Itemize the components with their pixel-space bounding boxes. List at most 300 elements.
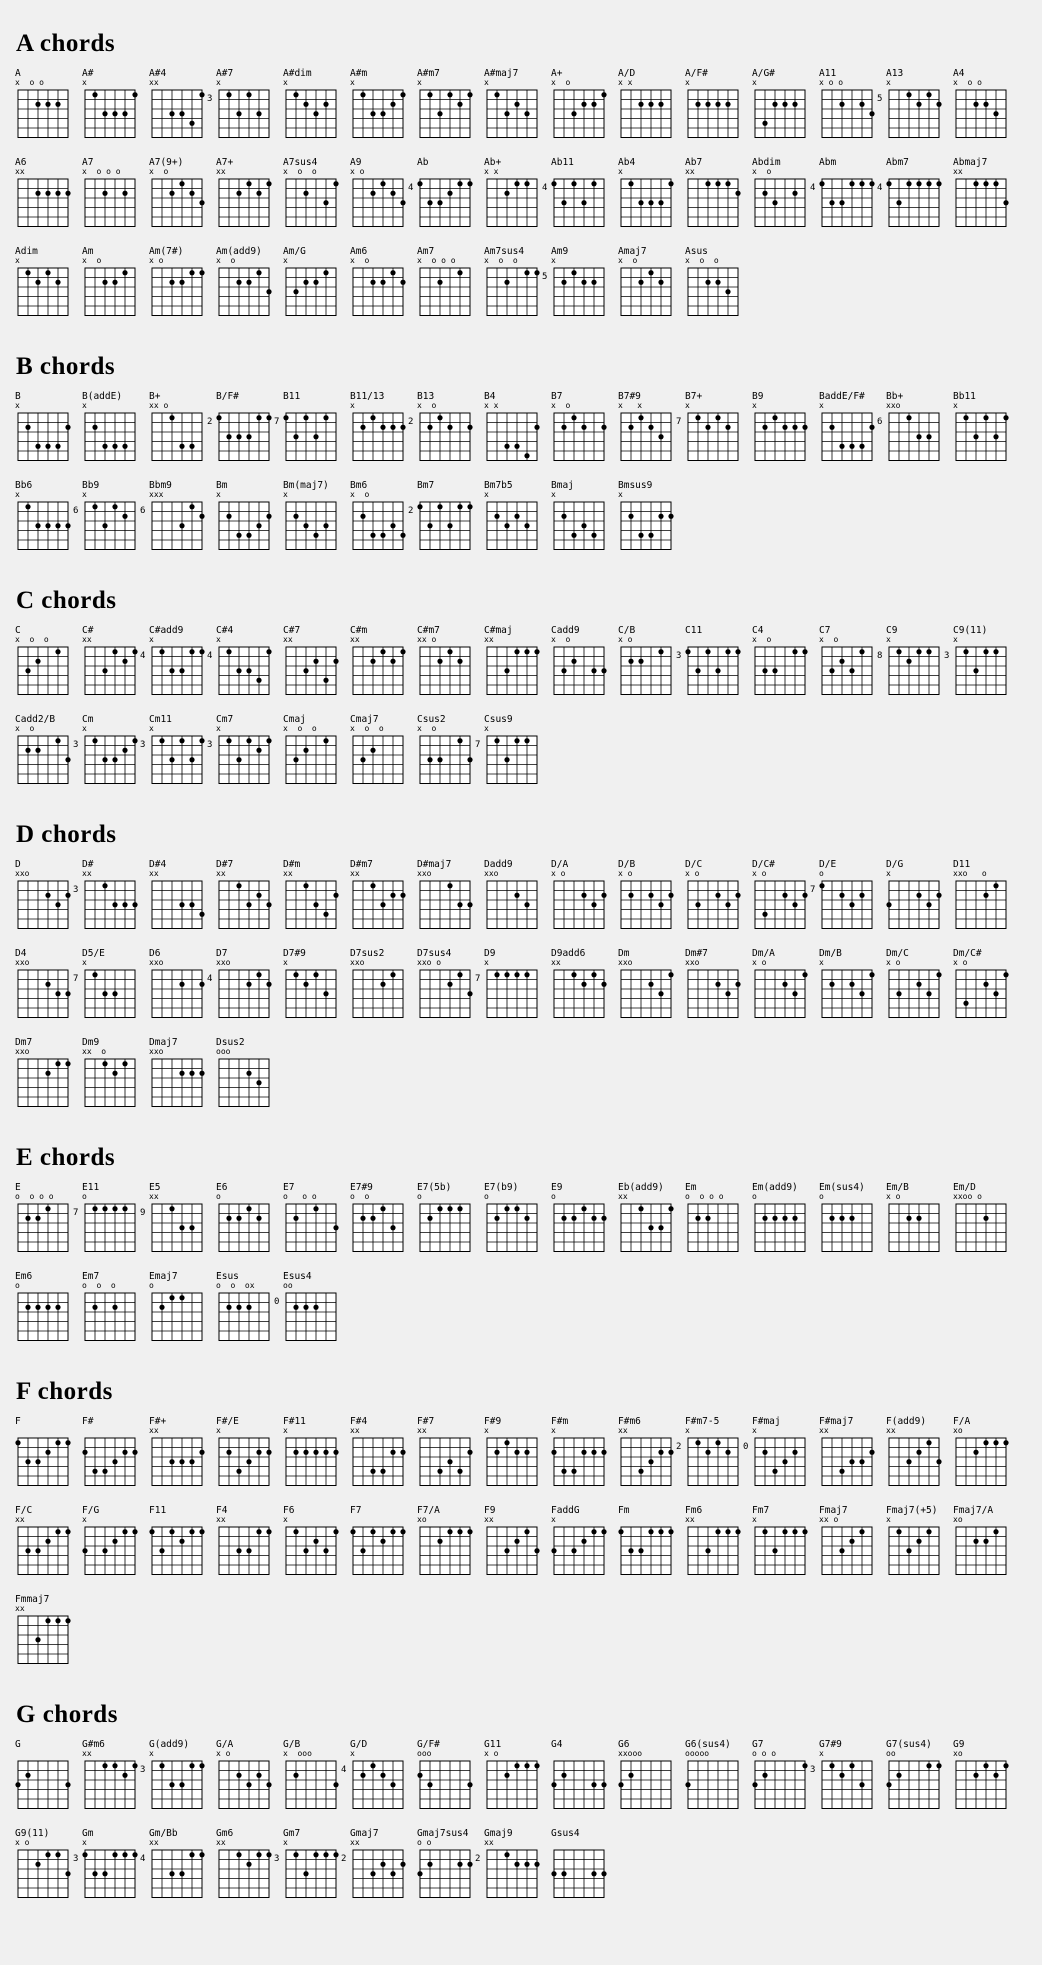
diagram-wrap [676, 644, 751, 700]
fret-dot [226, 649, 231, 654]
diagram-wrap [475, 1847, 550, 1903]
chord-name: Am [82, 246, 94, 257]
fret-dot [437, 1206, 442, 1211]
diagram-wrap [349, 733, 416, 789]
fret-dot [715, 1440, 720, 1445]
string-markers: x [149, 1749, 154, 1758]
chord-diagram [81, 967, 143, 1019]
fret-dot [199, 1450, 204, 1455]
fret-dot [236, 191, 241, 196]
chord-card [952, 157, 1019, 232]
fret-dot [591, 533, 596, 538]
fret-dot [601, 893, 606, 898]
chord-name: Emaj7 [149, 1271, 178, 1282]
chord-name: D/B [618, 859, 636, 870]
chord-card [215, 157, 282, 232]
fret-dot [504, 111, 509, 116]
chord-name: Bm [216, 480, 228, 491]
fret-dot [973, 1450, 978, 1455]
string-markers: x [752, 1515, 757, 1524]
diagram-wrap [349, 176, 416, 232]
diagram-wrap [81, 1758, 148, 1814]
chord-diagram [684, 176, 746, 228]
diagram-wrap [617, 967, 684, 1023]
string-markers: x [484, 78, 489, 87]
fret-dot [705, 1450, 710, 1455]
diagram-wrap [416, 644, 483, 700]
diagram-wrap [818, 1524, 885, 1580]
diagram-wrap [148, 1435, 215, 1491]
fret-dot [628, 514, 633, 519]
fret-dot [571, 1469, 576, 1474]
diagram-wrap [550, 410, 617, 466]
string-markers: x o o [15, 78, 44, 87]
fret-dot [437, 1539, 442, 1544]
chord-card [416, 1416, 483, 1491]
chord-name: G/B [283, 1739, 301, 1750]
chord-diagram [14, 176, 76, 228]
chord-card [81, 1739, 148, 1814]
diagram-wrap [416, 1201, 483, 1257]
diagram-wrap [349, 878, 416, 934]
fret-dot [226, 434, 231, 439]
fret-dot [524, 649, 529, 654]
chord-diagram [215, 644, 277, 696]
fret-dot [132, 1529, 137, 1534]
fret-dot [715, 982, 720, 987]
fret-dot [648, 425, 653, 430]
fret-dot [92, 425, 97, 430]
chord-name: E11 [82, 1182, 100, 1193]
diagram-wrap [140, 644, 215, 700]
chord-name: D11 [953, 859, 971, 870]
string-markers: o [551, 1192, 556, 1201]
fret-dot [936, 972, 941, 977]
fret-number: 2 [475, 1854, 481, 1864]
chord-diagram [416, 878, 478, 930]
chord-card [483, 859, 550, 934]
fret-dot [524, 1216, 529, 1221]
string-markers: o [82, 1192, 87, 1201]
fret-dot [715, 893, 720, 898]
string-markers: x [350, 1749, 355, 1758]
fret-dot [35, 1305, 40, 1310]
fret-dot [236, 533, 241, 538]
chord-diagram [550, 644, 612, 696]
chord-name: C#maj [484, 625, 513, 636]
fret-dot [82, 1548, 87, 1553]
diagram-wrap [282, 1758, 349, 1814]
chord-name: C4 [752, 625, 764, 636]
fret-dot [504, 280, 509, 285]
chord-card [952, 1739, 1019, 1814]
fret-dot [256, 415, 261, 420]
fret-dot [648, 270, 653, 275]
fret-dot [350, 1529, 355, 1534]
string-markers: xx [484, 1515, 494, 1524]
diagram-wrap [148, 1290, 215, 1346]
chord-name: G6 [618, 1739, 630, 1750]
fret-dot [159, 1763, 164, 1768]
string-markers [551, 1750, 617, 1758]
fret-dot [122, 191, 127, 196]
fret-dot [638, 533, 643, 538]
fret-dot [35, 659, 40, 664]
chord-name: B13 [417, 391, 435, 402]
fret-dot [380, 280, 385, 285]
chord-card [483, 480, 550, 555]
chord-name: Abm7 [886, 157, 909, 168]
chord-diagram [349, 1524, 411, 1576]
fret-dot [370, 659, 375, 664]
chord-name: Cm7 [216, 714, 234, 725]
chord-diagram [14, 265, 76, 317]
fret-dot [92, 1206, 97, 1211]
chord-diagram [215, 176, 277, 228]
string-markers: x o [149, 256, 164, 265]
chord-name: C9(11) [953, 625, 988, 636]
string-markers: x [149, 635, 154, 644]
chord-diagram [684, 1758, 746, 1810]
string-markers [15, 1427, 81, 1435]
fret-dot [926, 991, 931, 996]
chord-card [542, 157, 617, 232]
diagram-wrap [14, 1435, 81, 1491]
chord-card [483, 391, 550, 466]
fret-dot [591, 972, 596, 977]
fret-dot [390, 1225, 395, 1230]
chord-card [14, 1037, 81, 1112]
chord-card [416, 246, 483, 321]
chord-diagram [885, 878, 947, 930]
fret-dot [370, 280, 375, 285]
fret-dot [333, 893, 338, 898]
fret-dot [189, 1529, 194, 1534]
fret-dot [179, 1295, 184, 1300]
fret-dot [772, 668, 777, 673]
diagram-wrap [751, 644, 818, 700]
fret-dot [55, 191, 60, 196]
fret-dot [534, 1763, 539, 1768]
chord-name: Am7 [417, 246, 435, 257]
fret-dot [859, 1529, 864, 1534]
fret-dot [370, 1469, 375, 1474]
string-markers: x [886, 869, 891, 878]
fret-dot [916, 181, 921, 186]
fret-dot [226, 92, 231, 97]
chord-name: Ab+ [484, 157, 502, 168]
fret-dot [494, 514, 499, 519]
fret-dot [370, 111, 375, 116]
chord-card [877, 157, 952, 232]
chord-name: Eb(add9) [618, 1182, 664, 1193]
fret-dot [179, 982, 184, 987]
string-markers [149, 1516, 215, 1524]
diagram-wrap [617, 87, 684, 143]
fret-dot [437, 200, 442, 205]
string-markers: x o [484, 1749, 499, 1758]
fret-dot [256, 678, 261, 683]
fret-dot [293, 1450, 298, 1455]
fret-dot [601, 668, 606, 673]
fret-dot [658, 514, 663, 519]
chord-card [684, 68, 751, 143]
chord-diagram [148, 1290, 210, 1342]
diagram-wrap [73, 1201, 148, 1257]
fret-dot [92, 1305, 97, 1310]
fret-dot [417, 504, 422, 509]
fret-dot [561, 1216, 566, 1221]
fret-dot [360, 757, 365, 762]
fret-dot [628, 181, 633, 186]
fret-dot [936, 893, 941, 898]
chord-card [282, 157, 349, 232]
chord-diagram [282, 733, 344, 785]
fret-dot [983, 893, 988, 898]
chord-name: F# [82, 1416, 94, 1427]
fret-number: 2 [676, 1442, 682, 1452]
fret-dot [216, 415, 221, 420]
fret-dot [303, 191, 308, 196]
string-markers: x [551, 490, 556, 499]
fret-dot [973, 1773, 978, 1778]
fret-dot [370, 1216, 375, 1221]
fret-dot [849, 181, 854, 186]
chord-card [676, 1416, 751, 1491]
string-markers: x o [551, 401, 571, 410]
diagram-wrap [483, 499, 550, 555]
string-markers: x o [551, 78, 571, 87]
chord-name: Csus9 [484, 714, 513, 725]
fret-dot [179, 1459, 184, 1464]
fret-dot [839, 1469, 844, 1474]
diagram-wrap [81, 1524, 148, 1580]
string-markers: xx [685, 1515, 695, 1524]
fret-dot [859, 991, 864, 996]
chord-diagram [215, 967, 277, 1019]
chord-diagram [282, 1201, 344, 1253]
fret-dot [772, 415, 777, 420]
fret-dot [849, 444, 854, 449]
chord-name: B7 [551, 391, 563, 402]
fret-dot [926, 1763, 931, 1768]
chord-card [877, 625, 952, 700]
fret-dot [246, 1305, 251, 1310]
chord-diagram [684, 878, 746, 930]
string-markers: xx [149, 1838, 159, 1847]
chord-name: Cmaj7 [350, 714, 379, 725]
fret-dot [65, 893, 70, 898]
chord-name: Em [685, 1182, 697, 1193]
fret-dot [45, 1539, 50, 1544]
fret-dot [266, 181, 271, 186]
fret-dot [122, 1061, 127, 1066]
string-markers: xxo [350, 958, 365, 967]
fret-dot [906, 1216, 911, 1221]
fret-dot [400, 425, 405, 430]
fret-dot [132, 649, 137, 654]
fret-dot [447, 883, 452, 888]
fret-dot [35, 102, 40, 107]
fret-dot [886, 902, 891, 907]
fret-dot [467, 425, 472, 430]
chord-card [475, 948, 550, 1023]
chord-name: F/A [953, 1416, 971, 1427]
chord-diagram [617, 878, 679, 930]
chord-card [349, 859, 416, 934]
chord-diagram [14, 1290, 76, 1342]
chord-card [349, 157, 416, 232]
chord-diagram [349, 499, 414, 551]
fret-number: 4 [341, 1765, 347, 1775]
chord-name: E7(b9) [484, 1182, 519, 1193]
diagram-wrap [818, 967, 885, 1023]
chord-card [148, 68, 215, 143]
chord-diagram [550, 967, 612, 1019]
fret-dot [983, 1440, 988, 1445]
fret-dot [179, 1225, 184, 1230]
fret-dot [514, 1763, 519, 1768]
chord-diagram [14, 1524, 76, 1576]
string-markers: xx [618, 1192, 628, 1201]
chord-name: B9 [752, 391, 764, 402]
fret-dot [256, 1080, 261, 1085]
fret-dot [303, 748, 308, 753]
fret-dot [122, 659, 127, 664]
string-markers: xx [149, 869, 159, 878]
chord-diagram [952, 1758, 1014, 1810]
chord-name: F [15, 1416, 21, 1427]
chord-name: Dm#7 [685, 948, 708, 959]
fret-dot [762, 425, 767, 430]
diagram-wrap [14, 644, 81, 700]
fret-dot [993, 111, 998, 116]
string-markers: x o [551, 869, 566, 878]
chord-card [349, 948, 416, 1023]
diagram-wrap [617, 265, 684, 321]
fret-dot [725, 649, 730, 654]
chord-card [617, 1739, 684, 1814]
chord-card [617, 1505, 684, 1580]
fret-dot [65, 757, 70, 762]
fret-dot [993, 1440, 998, 1445]
fret-dot [782, 1216, 787, 1221]
fret-dot [132, 1450, 137, 1455]
fret-dot [514, 1206, 519, 1211]
chord-diagram [885, 87, 947, 139]
fret-dot [906, 415, 911, 420]
fret-dot [829, 425, 834, 430]
fret-dot [122, 1450, 127, 1455]
diagram-wrap [416, 967, 483, 1023]
diagram-wrap [148, 176, 215, 232]
chord-name: Gm/Bb [149, 1828, 178, 1839]
fret-dot [360, 425, 365, 430]
fret-dot [896, 1773, 901, 1778]
fret-dot [380, 533, 385, 538]
fret-dot [427, 1862, 432, 1867]
diagram-wrap [483, 1524, 550, 1580]
fret-dot [45, 1852, 50, 1857]
fret-dot [524, 111, 529, 116]
chord-name: A7 [82, 157, 94, 168]
chord-name: B [15, 391, 21, 402]
chord-card [341, 1828, 416, 1903]
fret-dot [839, 893, 844, 898]
chord-name: F#11 [283, 1416, 306, 1427]
diagram-wrap [148, 87, 215, 143]
fret-dot [762, 668, 767, 673]
fret-dot [514, 514, 519, 519]
chord-card [676, 391, 751, 466]
chord-card [14, 1739, 81, 1814]
chord-card [215, 480, 282, 555]
chord-name: F/C [15, 1505, 33, 1516]
chord-name: Em6 [15, 1271, 33, 1282]
string-markers: ooooo [685, 1749, 710, 1758]
fret-dot [293, 92, 298, 97]
chord-diagram [952, 878, 1014, 930]
fret-dot [705, 181, 710, 186]
chord-name: A6 [15, 157, 27, 168]
chord-name: Gsus4 [551, 1828, 580, 1839]
fret-dot [561, 425, 566, 430]
string-markers: xx [149, 1426, 159, 1435]
chord-diagram [617, 176, 679, 228]
chord-diagram [885, 1524, 947, 1576]
diagram-wrap [542, 176, 617, 232]
chord-diagram [416, 410, 478, 462]
chord-card [148, 391, 215, 466]
string-markers [551, 168, 617, 176]
diagram-wrap [751, 1524, 818, 1580]
chord-diagram [550, 499, 612, 551]
diagram-wrap [542, 265, 617, 321]
fret-dot [648, 1529, 653, 1534]
fret-dot [400, 1529, 405, 1534]
diagram-wrap [885, 1524, 952, 1580]
fret-dot [199, 270, 204, 275]
fret-dot [601, 1529, 606, 1534]
fret-dot [102, 1871, 107, 1876]
fret-dot [963, 649, 968, 654]
string-markers: xxo [149, 1047, 164, 1056]
string-markers: x o [417, 724, 437, 733]
string-markers: xx [216, 1515, 226, 1524]
fret-dot [926, 1529, 931, 1534]
string-markers: o o [350, 1192, 370, 1201]
diagram-wrap [877, 176, 952, 232]
fret-dot [199, 982, 204, 987]
chord-card [14, 480, 81, 555]
chord-card [207, 948, 282, 1023]
chord-diagram [483, 1847, 545, 1899]
fret-dot [467, 504, 472, 509]
fret-dot [628, 1548, 633, 1553]
fret-dot [437, 280, 442, 285]
chord-name: Am6 [350, 246, 368, 257]
fret-dot [400, 1862, 405, 1867]
fret-dot [437, 111, 442, 116]
chord-diagram [617, 265, 679, 317]
chord-name: Fm [618, 1505, 630, 1516]
fret-dot [792, 649, 797, 654]
chord-diagram [349, 1758, 411, 1810]
diagram-wrap [282, 967, 349, 1023]
diagram-wrap [207, 87, 282, 143]
string-markers [685, 636, 751, 644]
fret-dot [551, 181, 556, 186]
